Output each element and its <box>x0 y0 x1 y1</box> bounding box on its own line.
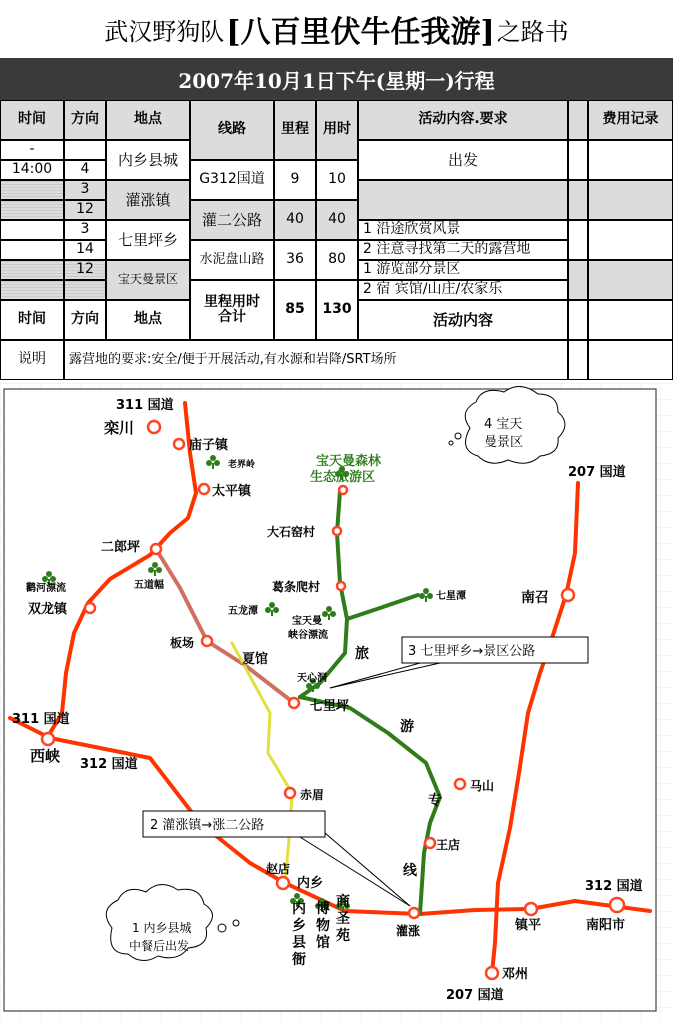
marker-guanzhang <box>409 908 419 918</box>
route-2-duration: 40 <box>316 200 358 240</box>
r3-activity-1: 1 沿途欣赏风景 <box>358 220 568 240</box>
r2-activity <box>358 180 568 220</box>
label-taiping: 太平镇 <box>212 484 252 499</box>
marker-miaozi <box>174 439 184 449</box>
header-time: 时间 <box>0 100 64 140</box>
r3-dir-a: 3 <box>64 220 106 240</box>
callout-1-line2: 中餐后出发 <box>129 939 190 953</box>
label-miaozi: 庙子镇 <box>189 438 229 453</box>
header-direction: 方向 <box>64 100 106 140</box>
r4-dir-b <box>64 280 106 300</box>
r2-time-a <box>0 180 64 200</box>
marker-getiao <box>337 582 345 590</box>
label-qixingtan: 七星潭 <box>436 591 466 602</box>
v-xianya-4: 衙 <box>292 952 306 968</box>
r2-time-b <box>0 200 64 220</box>
route-3-distance: 36 <box>274 240 316 280</box>
r3-place: 七里坪乡 <box>106 220 190 260</box>
label-nanyang: 南阳市 <box>586 918 626 933</box>
v-shangsheng-2: 圣 <box>336 911 350 927</box>
title-suffix: 之路书 <box>496 17 569 46</box>
label-tianxindong: 天心洞 <box>297 673 327 684</box>
route-2-distance: 40 <box>274 200 316 240</box>
label-banchang: 板场 <box>170 636 195 650</box>
marker-chimei <box>285 788 295 798</box>
label-g312-east: 312 国道 <box>585 879 643 894</box>
callout-1-line1: 1 内乡县城 <box>132 921 192 935</box>
r2-dir-b: 12 <box>64 200 106 220</box>
callout-4-line1: 4 宝天 <box>484 417 523 432</box>
label-shuanglong: 双龙镇 <box>28 602 68 617</box>
r3-time-b <box>0 240 64 260</box>
callout-2-text: 2 灌涨镇→涨二公路 <box>150 818 265 833</box>
v-xianya-1: 内 <box>292 901 306 917</box>
page-title <box>0 0 673 58</box>
label-laojieling: 老界岭 <box>228 460 256 470</box>
r4-spacer <box>568 260 588 300</box>
v-museum-1: 博 <box>316 901 330 917</box>
marker-wangdian <box>425 838 435 848</box>
note-label: 说明 <box>0 340 64 380</box>
marker-shuanglong <box>85 603 95 613</box>
header-route: 线路 <box>190 100 274 160</box>
header-cost: 费用记录 <box>588 100 673 140</box>
r1-time-b: 14:00 <box>0 160 64 180</box>
label-g207-north: 207 国道 <box>568 465 626 480</box>
v-museum-2: 物 <box>316 918 330 934</box>
route-1-duration: 10 <box>316 160 358 200</box>
route-map-svg <box>0 383 673 1021</box>
label-xixia: 西峡 <box>30 747 61 765</box>
label-getiao: 葛条爬村 <box>272 580 321 594</box>
marker-dashiyao <box>333 527 341 535</box>
label-qiliping: 七里坪 <box>310 699 350 714</box>
label-wulongtan: 五龙潭 <box>228 606 258 617</box>
label-zhaodian: 赵店 <box>266 862 291 876</box>
title-highlight: [八百里伏牛任我游] <box>226 15 495 50</box>
marker-zhenping <box>525 903 537 915</box>
marker-mashan <box>455 779 465 789</box>
marker-forest-park <box>339 486 347 494</box>
total-distance: 85 <box>274 280 316 340</box>
total-duration: 130 <box>316 280 358 340</box>
r3-dir-b: 14 <box>64 240 106 260</box>
header-place: 地点 <box>106 100 190 140</box>
r2-cost[interactable] <box>588 180 673 220</box>
marker-nanzhao <box>562 589 574 601</box>
itinerary-date-text: 2007年10月1日下午(星期一)行程 <box>178 68 495 93</box>
r1-dir-a <box>64 140 106 160</box>
label-tourism-road-1: 旅 <box>355 646 369 662</box>
r4-activity-1: 1 游览部分景区 <box>358 260 568 280</box>
v-shangsheng-3: 苑 <box>336 928 350 944</box>
r1-cost[interactable] <box>588 140 673 180</box>
label-erlangping: 二郎坪 <box>101 540 141 555</box>
label-tourism-road-3: 专 <box>428 793 442 809</box>
r4-place: 宝天曼景区 <box>106 260 190 300</box>
note-cost[interactable] <box>588 340 673 380</box>
marker-dengzhou <box>486 967 498 979</box>
r1-place: 内乡县城 <box>106 140 190 180</box>
marker-banchang <box>202 636 212 646</box>
label-forest-park-line1: 宝天曼森林 <box>316 454 382 469</box>
label-dashiyao: 大石窑村 <box>267 525 316 539</box>
r3-time-a <box>0 220 64 240</box>
r3-activity-2: 2 注意寻找第二天的露营地 <box>358 240 568 260</box>
label-mashan: 马山 <box>470 779 495 793</box>
itinerary-date-banner <box>0 58 673 100</box>
r4-dir-a: 12 <box>64 260 106 280</box>
footer-cost[interactable] <box>588 300 673 340</box>
v-xianya-3: 县 <box>292 935 306 951</box>
r2-dir-a: 3 <box>64 180 106 200</box>
r2-spacer <box>568 180 588 220</box>
label-forest-park-line2: 生态旅游区 <box>310 470 376 485</box>
label-g207-south: 207 国道 <box>446 988 504 1003</box>
marker-neixiang <box>277 877 289 889</box>
route-map <box>0 383 673 1021</box>
callout-3-text: 3 七里坪乡→景区公路 <box>408 644 536 659</box>
r4-activity-2: 2 宿 宾馆/山庄/农家乐 <box>358 280 568 300</box>
r3-spacer <box>568 220 588 260</box>
label-luanchuan: 栾川 <box>104 419 135 437</box>
label-g311-north: 311 国道 <box>116 398 174 413</box>
r4-time-b <box>0 280 64 300</box>
header-distance: 里程 <box>274 100 316 160</box>
header-duration: 用时 <box>316 100 358 160</box>
marker-nanyang <box>610 898 624 912</box>
total-label: 里程用时合计 <box>190 280 274 340</box>
footer-direction: 方向 <box>64 300 106 340</box>
v-museum-3: 馆 <box>316 935 330 951</box>
marker-xixia <box>42 733 54 745</box>
title-prefix: 武汉野狗队 <box>104 17 225 46</box>
label-chimei: 赤眉 <box>300 788 325 802</box>
label-dengzhou: 邓州 <box>502 967 529 982</box>
marker-qiliping <box>289 698 299 708</box>
label-g311-west: 311 国道 <box>12 712 70 727</box>
callout-4-line2: 曼景区 <box>484 435 524 450</box>
note-text: 露营地的要求:安全/便于开展活动,有水源和岩降/SRT场所 <box>64 340 568 380</box>
r1-dir-b: 4 <box>64 160 106 180</box>
route-2-name: 灌二公路 <box>190 200 274 240</box>
marker-taiping <box>199 484 209 494</box>
footer-place: 地点 <box>106 300 190 340</box>
route-3-name: 水泥盘山路 <box>190 240 274 280</box>
label-neixiang: 内乡 <box>297 876 324 891</box>
v-xianya-2: 乡 <box>292 918 306 934</box>
route-1-name: G312国道 <box>190 160 274 200</box>
label-guanzhang: 灌涨 <box>396 924 421 938</box>
label-g312-west: 312 国道 <box>80 757 138 772</box>
footer-activity: 活动内容 <box>358 300 568 340</box>
r1-activity: 出发 <box>358 140 568 180</box>
label-tourism-road-4: 线 <box>403 863 417 879</box>
label-wudaofu: 五道幅 <box>134 580 164 591</box>
r1-spacer <box>568 140 588 180</box>
r2-place: 灌涨镇 <box>106 180 190 220</box>
footer-time: 时间 <box>0 300 64 340</box>
label-zhenping: 镇平 <box>515 918 542 933</box>
label-hehe: 鹳河漂流 <box>26 583 66 594</box>
marker-erlangping <box>151 544 161 554</box>
label-nanzhao: 南召 <box>521 590 549 606</box>
r3-cost[interactable] <box>588 220 673 260</box>
header-spacer <box>568 100 588 140</box>
label-gorge-rafting-line1: 宝天曼 <box>292 616 322 627</box>
footer-spacer <box>568 300 588 340</box>
label-xiaguan: 夏馆 <box>242 652 269 667</box>
route-3-duration: 80 <box>316 240 358 280</box>
itinerary-table <box>0 100 673 383</box>
r1-time-a: - <box>0 140 64 160</box>
marker-luanchuan <box>148 421 160 433</box>
r4-cost[interactable] <box>588 260 673 300</box>
label-wangdian: 王店 <box>436 838 461 852</box>
header-activity: 活动内容.要求 <box>358 100 568 140</box>
route-1-distance: 9 <box>274 160 316 200</box>
v-shangsheng-1: 商 <box>336 894 350 910</box>
label-tourism-road-2: 游 <box>400 719 414 735</box>
note-spacer <box>568 340 588 380</box>
label-gorge-rafting-line2: 峡谷漂流 <box>288 630 328 641</box>
r4-time-a <box>0 260 64 280</box>
